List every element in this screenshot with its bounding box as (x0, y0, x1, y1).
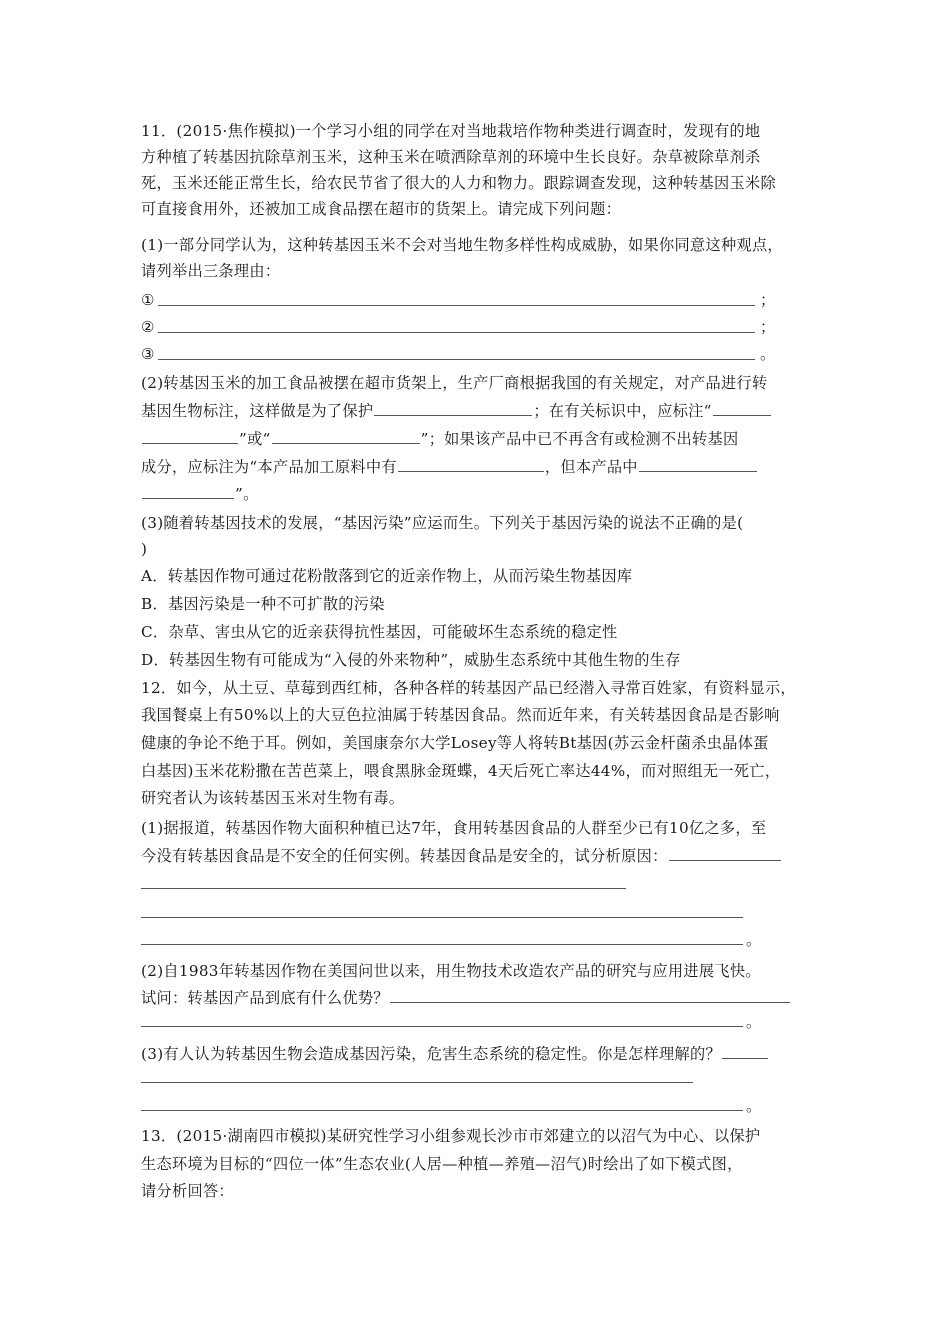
q11-line-4: 可直接食用外，还被加工成食品摆在超市的货架上。请完成下列问题： (141, 200, 622, 218)
q12-part1-line-2: 今没有转基因食品是不安全的任何实例。转基因食品是安全的，试分析原因： (141, 845, 782, 867)
q11-reason3-marker: ③ (141, 345, 155, 363)
q11-reason2-marker: ② (141, 318, 155, 336)
q11-reason2-end: ； (760, 318, 776, 336)
q12-reason-blank-b[interactable] (141, 888, 626, 889)
q11-label-blank-2[interactable] (272, 428, 420, 444)
q11-part1-line-1: (1)一部分同学认为，这种转基因玉米不会对当地生物多样性构成威胁，如果你同意这种观点， (141, 236, 783, 254)
q11-reason1-blank[interactable] (158, 305, 755, 306)
q11-option-c[interactable]: C．杂草、害虫从它的近亲获得抗性基因，可能破坏生态系统的稳定性 (141, 623, 618, 641)
q11-reason3-blank[interactable] (158, 359, 755, 360)
q13-line-1: 13．(2015·湖南四市模拟)某研究性学习小组参观长沙市市郊建立的以沼气为中心、以保护 (141, 1127, 761, 1145)
q12-line-1: 12．如今，从土豆、草莓到西红柿，各种各样的转基因产品已经潜入寻常百姓家，有资料显示， (141, 679, 796, 697)
q12-part3-line-1: (3)有人认为转基因生物会造成基因污染，危害生态系统的稳定性。你是怎样理解的？ (141, 1043, 769, 1065)
q11-part1-line-2: 请列举出三条理由： (141, 262, 281, 280)
q11-option-b[interactable]: B．基因污染是一种不可扩散的污染 (141, 595, 385, 613)
q12-part3-end: 。 (746, 1097, 762, 1115)
q11-ingredient-blank[interactable] (398, 456, 544, 472)
q12-part1-end: 。 (746, 931, 762, 949)
q12-part2-line-1: (2)自1983年转基因作物在美国问世以来，用生物技术改造农产品的研究与应用进展飞快。 (141, 962, 761, 980)
q11-part2-line-1: (2)转基因玉米的加工食品被摆在超市货架上，生产厂商根据我国的有关规定，对产品进行转 (141, 374, 768, 392)
q11-part2-line-5: ”。 (141, 483, 259, 505)
q11-part3-line-2: ) (141, 540, 148, 558)
q12-advantage-blank-a[interactable] (390, 987, 790, 1003)
q11-part2-line-2: 基因生物标注，这样做是为了保护 ；在有关标识中，应标注“ (141, 400, 772, 422)
q12-part2-end: 。 (746, 1013, 762, 1031)
q12-part2-line-2: 试问：转基因产品到底有什么优势？ (141, 987, 791, 1009)
q13-line-2: 生态环境为目标的“四位一体”生态农业(人居—种植—养殖—沼气)时绘出了如下模式图， (141, 1155, 743, 1173)
q11-label-blank-1a[interactable] (713, 400, 771, 416)
q11-product-blank-b[interactable] (142, 483, 234, 499)
q11-reason3-end: 。 (760, 345, 776, 363)
q11-option-d[interactable]: D．转基因生物有可能成为“入侵的外来物种”，威胁生态系统中其他生物的生存 (141, 651, 681, 669)
q13-line-3: 请分析回答： (141, 1182, 234, 1200)
q11-line-3: 死，玉米还能正常生长，给农民节省了很大的人力和物力。跟踪调查发现，这种转基因玉米除 (141, 174, 776, 192)
q11-label-blank-1b[interactable] (142, 428, 238, 444)
q12-line-3: 健康的争论不绝于耳。例如，美国康奈尔大学Losey等人将转Bt基因(苏云金杆菌杀虫晶体蛋 (141, 734, 769, 752)
q11-reason2-blank[interactable] (158, 332, 755, 333)
q11-line-2: 方种植了转基因抗除草剂玉米，这种玉米在喷洒除草剂的环境中生长良好。杂草被除草剂杀 (141, 148, 761, 166)
q12-advantage-blank-b[interactable] (141, 1026, 743, 1027)
q11-protect-blank[interactable] (374, 400, 532, 416)
q12-reason-blank-d[interactable] (141, 944, 743, 945)
q12-line-2: 我国餐桌上有50%以上的大豆色拉油属于转基因食品。然而近年来，有关转基因食品是否影响 (141, 706, 780, 724)
q11-reason1-end: ； (760, 291, 776, 309)
q11-option-a[interactable]: A．转基因作物可通过花粉散落到它的近亲作物上，从而污染生物基因库 (141, 567, 633, 585)
q12-part1-line-1: (1)据报道，转基因作物大面积种植已达7年，食用转基因食品的人群至少已有10亿之多，至 (141, 819, 767, 837)
q11-product-blank-a[interactable] (639, 456, 757, 472)
q12-reason-blank-c[interactable] (141, 917, 743, 918)
q12-reason-blank-a[interactable] (669, 845, 781, 861)
q12-opinion-blank-c[interactable] (141, 1110, 743, 1111)
q11-part2-line-4: 成分，应标注为“本产品加工原料中有 ，但本产品中 (141, 456, 758, 478)
q12-opinion-blank-a[interactable] (722, 1043, 768, 1059)
q11-part2-line-3: ”或“ ”；如果该产品中已不再含有或检测不出转基因 (141, 428, 738, 450)
q11-line-1: 11．(2015·焦作模拟)一个学习小组的同学在对当地栽培作物种类进行调查时，发现有的地 (141, 122, 761, 140)
q12-line-5: 研究者认为该转基因玉米对生物有毒。 (141, 789, 405, 807)
q11-reason1-marker: ① (141, 291, 155, 309)
q12-line-4: 白基因)玉米花粉撒在苦芭菜上，喂食黑脉金斑蝶，4天后死亡率达44%，而对照组无一死亡， (141, 762, 781, 780)
q12-opinion-blank-b[interactable] (141, 1082, 693, 1083)
q11-part3-line-1: (3)随着转基因技术的发展，“基因污染”应运而生。下列关于基因污染的说法不正确的是( (141, 514, 744, 532)
